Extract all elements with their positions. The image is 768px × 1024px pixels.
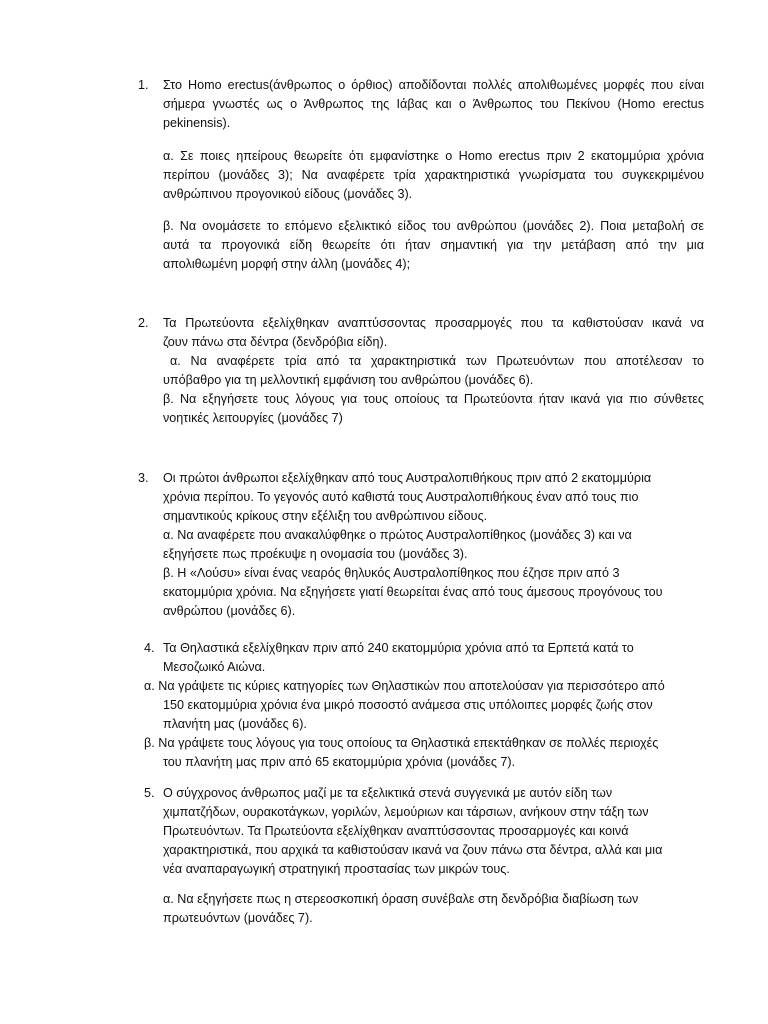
question-5-line: Πρωτευόντων. Τα Πρωτεύοντα εξελίχθηκαν αναπτύσσοντας προσαρμογές και κοινά xyxy=(163,824,629,838)
question-1a-line: ανθρώπινου προγονικού είδους (μονάδες 3). xyxy=(163,187,413,201)
question-5a-line: α. Να εξηγήσετε πως η στερεοσκοπική όραση συνέβαλε στη δενδρόβια διαβίωση των xyxy=(163,892,639,906)
question-1-number: 1. xyxy=(138,78,149,92)
question-1b-line: αυτά τα προγονικά είδη θεωρείτε ότι ήταν σημαντική για την μετάβαση από την μια xyxy=(163,238,704,252)
question-4-number: 4. xyxy=(144,641,155,655)
question-5a-line: πρωτευόντων (μονάδες 7). xyxy=(163,911,313,925)
question-4-line: Τα Θηλαστικά εξελίχθηκαν πριν από 240 εκατομμύρια χρόνια από τα Ερπετά κατά το xyxy=(163,641,634,655)
question-4a-line: πλανήτη μας (μονάδες 6). xyxy=(163,717,307,731)
question-1-line: pekinensis). xyxy=(163,116,231,130)
question-1-line: σήμερα γνωστές ως ο Άνθρωπος της Ιάβας και ο Άνθρωπος του Πεκίνου (Homo erectus xyxy=(163,97,704,111)
question-2a-line: α. Να αναφέρετε τρία από τα χαρακτηριστικά των Πρωτευόντων που αποτέλεσαν το xyxy=(170,354,704,368)
question-1a-line: α. Σε ποιες ηπείρους θεωρείτε ότι εμφανίστηκε ο Homo erectus πριν 2 εκατομμύρια χρόνια xyxy=(163,149,704,163)
question-5-line: νέα αναπαραγωγική στρατηγική προστασίας των μικρών τους. xyxy=(163,862,510,876)
question-4-line: Μεσοζωικό Αιώνα. xyxy=(163,660,266,674)
question-2-line: ζουν πάνω στα δέντρα (δενδρόβια είδη). xyxy=(163,335,388,349)
question-3-line: σημαντικούς κρίκους στην εξέλιξη του ανθρώπινου είδους. xyxy=(163,509,488,523)
question-2a-line: υπόβαθρο για τη μελλοντική εμφάνιση του ανθρώπου (μονάδες 6). xyxy=(163,373,534,387)
question-3b-line: ανθρώπου (μονάδες 6). xyxy=(163,604,296,618)
question-4b-line: του πλανήτη μας πριν από 65 εκατομμύρια χρόνια (μονάδες 7). xyxy=(163,755,516,769)
question-3-number: 3. xyxy=(138,471,149,485)
question-2-line: Τα Πρωτεύοντα εξελίχθηκαν αναπτύσσοντας προσαρμογές που τα καθιστούσαν ικανά να xyxy=(163,316,704,330)
question-4a-line: α. Να γράψετε τις κύριες κατηγορίες των Θηλαστικών που αποτελούσαν για περισσότερο από xyxy=(144,679,665,693)
question-1b-line: β. Να ονομάσετε το επόμενο εξελικτικό είδος του ανθρώπου (μονάδες 2). Ποια μεταβολή σε xyxy=(163,219,704,233)
question-3a-line: εξηγήσετε πως προέκυψε η ονομασία του (μονάδες 3). xyxy=(163,547,468,561)
question-5-number: 5. xyxy=(144,786,155,800)
question-5-line: χιμπατζήδων, ουρακοτάγκων, γοριλών, λεμούριων και τάρσιων, ανήκουν στην τάξη των xyxy=(163,805,649,819)
question-3b-line: εκατομμύρια χρόνια. Να εξηγήσετε γιατί θεωρείται ένας από τους άμεσους προγόνους του xyxy=(163,585,663,599)
question-3a-line: α. Να αναφέρετε που ανακαλύφθηκε ο πρώτος Αυστραλοπίθηκος (μονάδες 3) και να xyxy=(163,528,632,542)
question-1-line: Στο Homo erectus(άνθρωπος ο όρθιος) αποδίδονται πολλές απολιθωμένες μορφές που είναι xyxy=(163,78,704,92)
question-2b-line: νοητικές λειτουργίες (μονάδες 7) xyxy=(163,411,343,425)
question-4b-line: β. Να γράψετε τους λόγους για τους οποίους τα Θηλαστικά επεκτάθηκαν σε πολλές περιοχές xyxy=(144,736,659,750)
question-2-number: 2. xyxy=(138,316,149,330)
question-2b-line: β. Να εξηγήσετε τους λόγους για τους οποίους τα Πρωτεύοντα ήταν ικανά για πιο σύνθετες xyxy=(163,392,704,406)
question-1a-line: περίπου (μονάδες 3); Να αναφέρετε τρία χαρακτηριστικά γνωρίσματα του συγκεκριμένου xyxy=(163,168,704,182)
question-3-line: Οι πρώτοι άνθρωποι εξελίχθηκαν από τους Αυστραλοπιθήκους πριν από 2 εκατομμύρια xyxy=(163,471,652,485)
question-4a-line: 150 εκατομμύρια χρόνια ένα μικρό ποσοστό ανάμεσα στις υπόλοιπες μορφές ζωής στον xyxy=(163,698,653,712)
question-3b-line: β. Η «Λούσυ» είναι ένας νεαρός θηλυκός Αυστραλοπίθηκος που έζησε πριν από 3 xyxy=(163,566,620,580)
question-5-line: χαρακτηριστικά, που αρχικά τα καθιστούσαν ικανά να ζουν πάνω στα δέντρα, αλλά και μια xyxy=(163,843,663,857)
question-3-line: χρόνια περίπου. Το γεγονός αυτό καθιστά τους Αυστραλοπιθήκους έναν από τους πιο xyxy=(163,490,639,504)
question-5-line: Ο σύγχρονος άνθρωπος μαζί με τα εξελικτικά στενά συγγενικά με αυτόν είδη των xyxy=(163,786,613,800)
question-1b-line: απολιθωμένη μορφή στην άλλη (μονάδες 4); xyxy=(163,257,411,271)
